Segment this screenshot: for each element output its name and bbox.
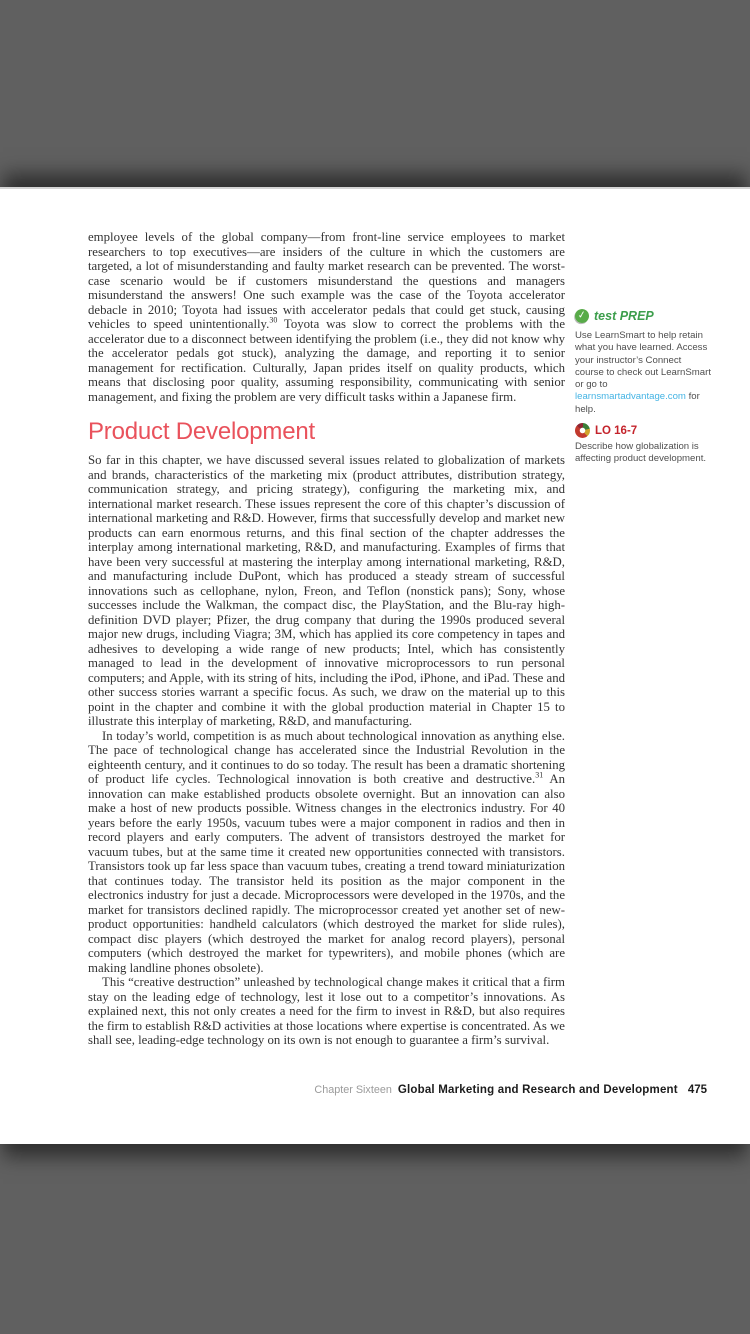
testprep-header	[575, 309, 711, 323]
learning-objective-note	[575, 423, 711, 466]
testprep-text: Use LearnSmart to help retain what you have learned. Access your instructor’s Connect course to check out LearnSmart or go to	[575, 330, 711, 391]
paragraph-text: Toyota was slow to correct the problems with the accelerator due to a disconnect between identifying the problem (i.e., they did not know why the accelerator pedals got stuck), analyzing the damage, and reporting it to senior management for rectification. Culturally, Japan prides itself on quality products, which means that disclosing poor quality, assuming responsibility, communicating with senior management, and fixing the problem are very difficult tasks within a Japanese firm.	[88, 317, 566, 404]
body-paragraph-3	[88, 729, 565, 976]
testprep-title: test PREP	[594, 309, 654, 323]
testprep-body	[575, 330, 711, 416]
learning-objective-header	[575, 423, 711, 438]
paragraph-text: An innovation can make established products obsolete overnight. But an innovation can also make a host of new products possible. Witness changes in the electronics industry. For 40 years before the early 1950s, vacuum tubes were a major component in radios and then in record players and early computers. The advent of transistors destroyed the market for vacuum tubes, but at the same time it created new opportunities connected with transistors. Transistors took up far less space than vacuum tubes, creating a trend toward miniaturization that continues today. The transistor held its position as the major component in the electronics industry for just a decade. Microprocessors were developed in the 1970s, and the market for transistors declined rapidly. The microprocessor created yet another set of new-product opportunities: handheld calculators (which destroyed the market for slide rules), compact disc players (which destroyed the market for analog record players), personal computers (which destroyed the market for typewriters), and mobile phones (which are making landline phones obsolete).	[88, 772, 566, 975]
body-paragraph-4: This “creative destruction” unleashed by technological change makes it critical that a firm stay on the leading edge of technology, lest it lose out to a competitor’s innovations. As explained next, this not only creates a need for the firm to invest in R&D, but also requires the firm to establish R&D activities at those locations where expertise is concentrated. As we shall see, leading-edge technology on its own is not enough to guarantee a firm’s survival.	[88, 975, 565, 1047]
footnote-ref-31: 31	[535, 770, 544, 780]
paragraph-text: In today’s world, competition is as much about technological innovation as anything else. The pace of technological change has accelerated since the Industrial Revolution in the eighteenth century, and it continues to do so today. The result has been a dramatic shortening of product life cycles. Technological innovation is both creative and destructive.	[88, 728, 565, 786]
testprep-note	[575, 309, 711, 416]
check-circle-icon: ✓	[574, 308, 590, 324]
learnsmartadvantage-link[interactable]: learnsmartadvantage.com	[575, 391, 686, 403]
section-heading: Product Development	[88, 418, 315, 445]
learning-objective-number: LO 16-7	[595, 424, 638, 437]
textbook-page	[0, 187, 750, 1144]
page-number: 475	[687, 1084, 707, 1096]
chapter-label: Chapter Sixteen	[314, 1084, 392, 1096]
page-body-column	[88, 230, 565, 1048]
learning-objective-description: Describe how globalization is affecting product development.	[575, 441, 707, 465]
body-paragraph-2: So far in this chapter, we have discussed several issues related to globalization of markets and brands, characteristics of the marketing mix (product attributes, distribution strategy, communication strategy, and pricing strategy), configuring the marketing mix, and international market research. These issues represent the core of this chapter’s discussion of international marketing and R&D. However, firms that successfully develop and market new products can earn enormous returns, and this final section of the chapter addresses the interplay among international marketing, R&D, and manufacturing. Examples of firms that have been very successful at mastering the interplay among international marketing, R&D, and manufacturing include DuPont, which has produced a steady stream of successful innovations such as cellophane, nylon, Freon, and Teflon (nonstick pans); Sony, whose successes include the Walkman, the compact disc, the PlayStation, and the Blu-ray high-definition DVD player; Pfizer, the drug company that during the 1990s produced several major new drugs, including Viagra; 3M, which has applied its core competency in tapes and adhesives to developing a wide range of new products; Intel, which has consistently managed to lead in the development of innovative microprocessors to run personal computers; and Apple, with its string of hits, including the iPod, iPhone, and iPad. These and other success stories warrant a specific focus. As such, we draw on the material up to this point in the chapter and combine it with the global production material in Chapter 15 to illustrate this interplay of marketing, R&D, and manufacturing.	[88, 453, 565, 728]
running-title: Global Marketing and Research and Development	[397, 1084, 678, 1096]
page-footer	[314, 1084, 707, 1096]
paragraph-text: employee levels of the global company—from front-line service employees to market researchers to top executives—are insiders of the culture in which the customers are targeted, a lot of misunderstanding and faulty market research can be prevented. The worst-case scenario would be if customers misunderstand the questions and managers misunderstand the answers! One such example was the case of the Toyota accelerator debacle in 2010; Toyota had issues with accelerator pedals that could get stuck, causing vehicles to speed unintentionally.	[88, 230, 565, 331]
footnote-ref-30: 30	[269, 315, 278, 325]
testprep-text: for help.	[575, 391, 700, 415]
body-paragraph-1	[88, 230, 565, 404]
learning-objective-icon	[575, 423, 590, 438]
